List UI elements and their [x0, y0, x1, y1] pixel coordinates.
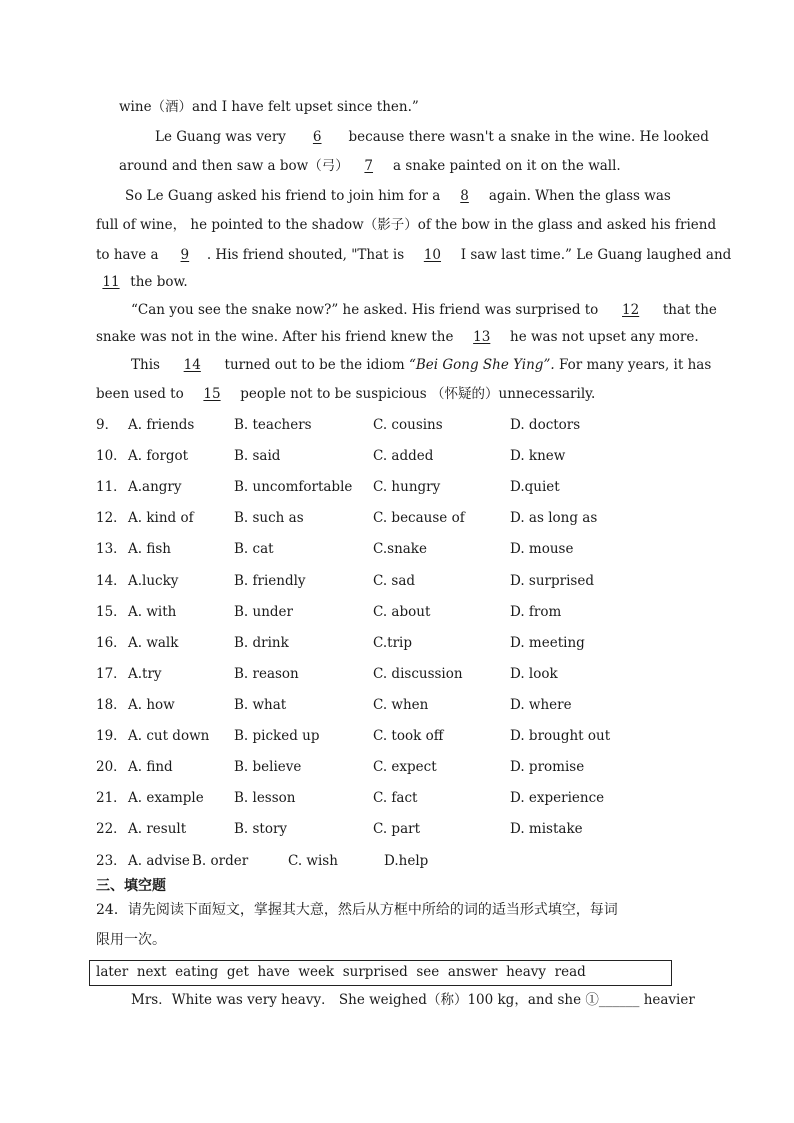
option-row [96, 603, 696, 621]
option-b: B. cat [234, 541, 274, 557]
idiom-text: “Bei Gong She Ying”. [408, 357, 555, 373]
passage-line-6: to have a 9 . His friend shouted, "That is 10 I saw last time.” Le Guang laughed and [96, 247, 732, 263]
option-row [96, 572, 696, 590]
option-a: A. example [128, 790, 204, 806]
question-number: 20． [96, 759, 127, 775]
option-b: B. believe [234, 759, 302, 775]
option-c: C. wish [288, 853, 338, 869]
option-b: B. story [234, 821, 288, 837]
option-d: D. brought out [510, 728, 611, 744]
option-d: D. knew [510, 448, 566, 464]
option-b: B. such as [234, 510, 304, 526]
option-c: C. discussion [373, 666, 463, 682]
option-b: B. teachers [234, 417, 312, 433]
option-b: B. lesson [234, 790, 296, 806]
option-b: B. friendly [234, 573, 306, 589]
option-b: B. order [192, 853, 249, 869]
option-d: D. meeting [510, 635, 585, 651]
blank-11: 11 [102, 274, 120, 290]
option-row [96, 416, 696, 434]
instruction-line-1: 24．请先阅读下面短文，掌握其大意，然后从方框中所给的词的适当形式填空，每词 [96, 902, 618, 918]
blank-13: 13 [473, 329, 491, 345]
option-a: A. kind of [128, 510, 194, 526]
option-row [96, 665, 696, 683]
option-c: C. cousins [373, 417, 443, 433]
passage-line-1: wine（酒）and I have felt upset since then.” [119, 99, 419, 115]
option-d: D. experience [510, 790, 605, 806]
passage-line-9: snake was not in the wine. After his friend knew the 13 he was not upset any more. [96, 329, 699, 345]
option-c: C. sad [373, 573, 416, 589]
word-box: later next eating get have week surprised see answer heavy read [89, 960, 672, 986]
option-a: A. friends [128, 417, 195, 433]
blank-14: 14 [183, 357, 201, 373]
question-number: 16． [96, 635, 127, 651]
question-number: 22． [96, 821, 127, 837]
option-b: B. what [234, 697, 287, 713]
option-c: C. about [373, 604, 431, 620]
blank-7: 7 [364, 158, 374, 174]
passage-line-8: “Can you see the snake now?” he asked. His friend was surprised to 12 that the [131, 302, 717, 318]
option-a: A. with [128, 604, 177, 620]
blank-6: 6 [312, 129, 322, 145]
blank-12: 12 [622, 302, 640, 318]
question-number: 13． [96, 541, 127, 557]
question-number: 18． [96, 697, 127, 713]
blank-8: 8 [460, 188, 469, 204]
option-a: A. result [128, 821, 187, 837]
passage-line-4: So Le Guang asked his friend to join him for a 8 again. When the glass was [125, 188, 671, 204]
question-number: 15． [96, 604, 127, 620]
option-b: B. picked up [234, 728, 320, 744]
option-d: D. doctors [510, 417, 581, 433]
question-number: 23． [96, 853, 127, 869]
option-row-23 [96, 852, 696, 870]
question-number: 9． [96, 417, 119, 433]
passage-line-5: full of wine， he pointed to the shadow（影子）of the bow in the glass and asked his friend [96, 217, 717, 233]
option-a: A. how [128, 697, 175, 713]
option-c: C. because of [373, 510, 465, 526]
option-a: A. cut down [128, 728, 210, 744]
passage-line-10: This 14 turned out to be the idiom “Bei Gong She Ying”. For many years, it has [131, 357, 712, 373]
option-a: A.lucky [128, 573, 179, 589]
option-row [96, 634, 696, 652]
option-c: C. hungry [373, 479, 441, 495]
option-row [96, 478, 696, 496]
option-d: D. where [510, 697, 572, 713]
option-row [96, 727, 696, 745]
option-b: B. drink [234, 635, 289, 651]
option-a: A.try [128, 666, 162, 682]
option-d: D. promise [510, 759, 585, 775]
option-a: A. advise [128, 853, 190, 869]
option-c: C. when [373, 697, 429, 713]
passage-line-2: Le Guang was very 6 because there wasn't a snake in the wine. He looked [155, 129, 709, 145]
option-d: D. mistake [510, 821, 583, 837]
option-a: A. forgot [128, 448, 189, 464]
option-d: D. look [510, 666, 558, 682]
blank-9: 9 [180, 247, 190, 263]
option-d: D. as long as [510, 510, 598, 526]
option-a: A. fish [128, 541, 171, 557]
option-d: D.help [384, 853, 429, 869]
option-row [96, 540, 696, 558]
question-number: 14． [96, 573, 127, 589]
option-a: A. find [128, 759, 173, 775]
passage-last-line: Mrs．White was very heavy． She weighed（称）100 kg，and she ①______ heavier [131, 992, 695, 1008]
blank-10: 10 [423, 247, 442, 263]
instruction-line-2: 限用一次。 [96, 932, 166, 948]
option-c: C. fact [373, 790, 418, 806]
passage-line-11: been used to 15 people not to be suspicious （怀疑的）unnecessarily. [96, 386, 596, 402]
option-b: B. under [234, 604, 293, 620]
option-d: D.quiet [510, 479, 560, 495]
option-d: D. mouse [510, 541, 574, 557]
option-a: A.angry [128, 479, 182, 495]
option-a: A. walk [128, 635, 179, 651]
option-c: C. took off [373, 728, 444, 744]
question-number: 12． [96, 510, 127, 526]
option-c: C. expect [373, 759, 437, 775]
question-number: 17． [96, 666, 127, 682]
option-row [96, 758, 696, 776]
option-d: D. from [510, 604, 562, 620]
passage-line-3: around and then saw a bow（弓） 7 a snake painted on it on the wall. [119, 158, 621, 174]
option-row [96, 820, 696, 838]
section-heading: 三、填空题 [96, 878, 166, 894]
option-b: B. uncomfortable [234, 479, 353, 495]
option-row [96, 789, 696, 807]
option-b: B. said [234, 448, 281, 464]
option-b: B. reason [234, 666, 299, 682]
blank-15: 15 [203, 386, 221, 402]
question-number: 11． [96, 479, 127, 495]
option-d: D. surprised [510, 573, 594, 589]
option-row [96, 509, 696, 527]
question-number: 21． [96, 790, 127, 806]
option-c: C. added [373, 448, 434, 464]
option-c: C. part [373, 821, 420, 837]
option-c: C.snake [373, 541, 427, 557]
question-number: 10． [96, 448, 127, 464]
question-number: 19． [96, 728, 127, 744]
passage-line-7: 11 the bow. [96, 273, 188, 291]
option-row [96, 447, 696, 465]
option-row [96, 696, 696, 714]
option-c: C.trip [373, 635, 412, 651]
